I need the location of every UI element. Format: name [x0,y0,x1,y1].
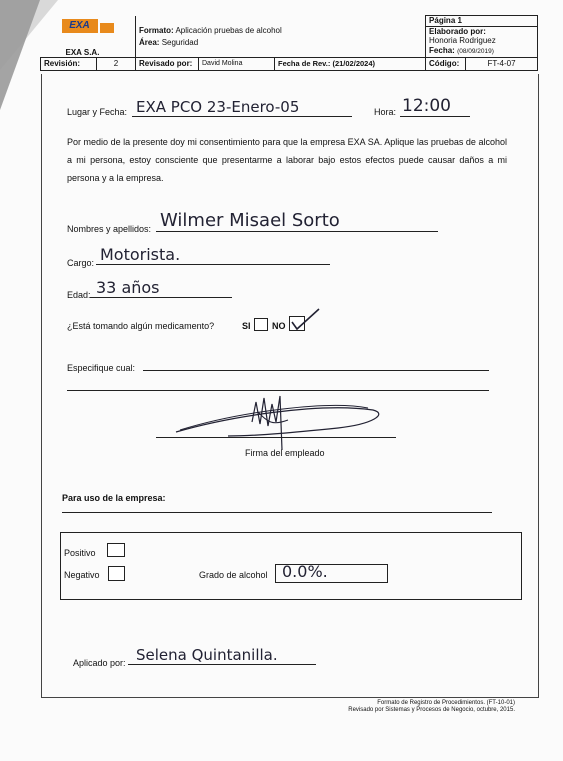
hora-value[interactable]: 12:00 [402,96,451,116]
cargo-value[interactable]: Motorista. [100,245,181,264]
area-value: Seguridad [161,38,199,47]
codigo-value: FT-4-07 [466,58,538,71]
positivo-checkbox[interactable] [107,543,125,557]
aplicado-value[interactable]: Selena Quintanilla. [136,646,278,664]
cargo-label: Cargo: [67,258,95,268]
edad-label: Edad: [67,290,91,300]
medicamento-label: ¿Está tomando algún medicamento? [67,321,215,331]
revision-label: Revisión: [41,58,97,71]
checkmark-icon [287,306,323,332]
footer-note [318,700,515,714]
nombres-value[interactable]: Wilmer Misael Sorto [160,210,340,231]
fecha-label: Fecha: [429,45,455,55]
empresa-heading: Para uso de la empresa: [62,493,166,503]
grado-label: Grado de alcohol [199,570,268,580]
page-fold [0,0,40,110]
company-logo [44,17,133,57]
signature-image [168,392,398,454]
revisado-value: David Molina [199,58,275,71]
truck-icon [100,23,114,33]
revisado-label: Revisado por: [136,58,199,71]
fecha-rev: Fecha de Rev.: (21/02/2024) [275,58,426,71]
codigo-label: Código: [426,58,466,71]
empresa-line [62,512,492,513]
edad-value[interactable]: 33 años [96,278,160,297]
fecha-value: (08/09/2019) [457,47,494,55]
grado-value[interactable]: 0.0%. [282,562,328,581]
negativo-checkbox[interactable] [108,566,125,581]
logo-mark: EXA [62,19,98,33]
lugar-value[interactable]: EXA PCO 23-Enero-05 [136,98,300,116]
area-label: Área: [139,38,160,47]
nombres-line [156,231,438,232]
document-header [40,15,538,71]
page-number: Página 1 [429,16,462,25]
especifique-line[interactable] [143,370,489,371]
lugar-line [132,116,352,117]
especifique-label: Especifique cual: [67,363,136,373]
cargo-line [96,264,330,265]
company-name: EXA S.A. [65,47,100,57]
negativo-label: Negativo [64,570,100,580]
formato-label: Formato: [139,25,174,35]
revision-value: 2 [97,58,136,71]
footer-line-2: Revisado por Sistemas y Procesos de Negocio, octubre, 2015. [348,707,515,713]
lugar-label: Lugar y Fecha: [67,107,128,117]
aplicado-line [128,664,316,665]
elaborado-label: Elaborado por: [429,26,486,36]
firma-line [156,437,396,438]
consent-paragraph: Por medio de la presente doy mi consentimiento para que la empresa EXA SA. Aplique las pruebas de alcohol a mi persona, estoy consciente que presentarme a laborar bajo estos efectos puede causar daños a mi persona y a la empresa. [67,137,507,183]
footer-line-1: Formato de Registro de Procedimientos. (FT-10-01) [377,700,515,706]
si-checkbox[interactable] [254,318,268,331]
si-label: SI [242,321,251,331]
edad-line [90,297,232,298]
firma-label: Firma del empleado [245,448,325,458]
no-label: NO [272,321,286,331]
formato-value: Aplicación pruebas de alcohol [175,25,282,35]
hora-label: Hora: [374,107,397,117]
especifique-line-2[interactable] [67,390,489,391]
nombres-label: Nombres y apellidos: [67,224,152,234]
aplicado-label: Aplicado por: [73,658,126,668]
hora-line [400,116,470,117]
positivo-label: Positivo [64,548,96,558]
elaborado-value: Honoria Rodriguez [429,36,496,45]
